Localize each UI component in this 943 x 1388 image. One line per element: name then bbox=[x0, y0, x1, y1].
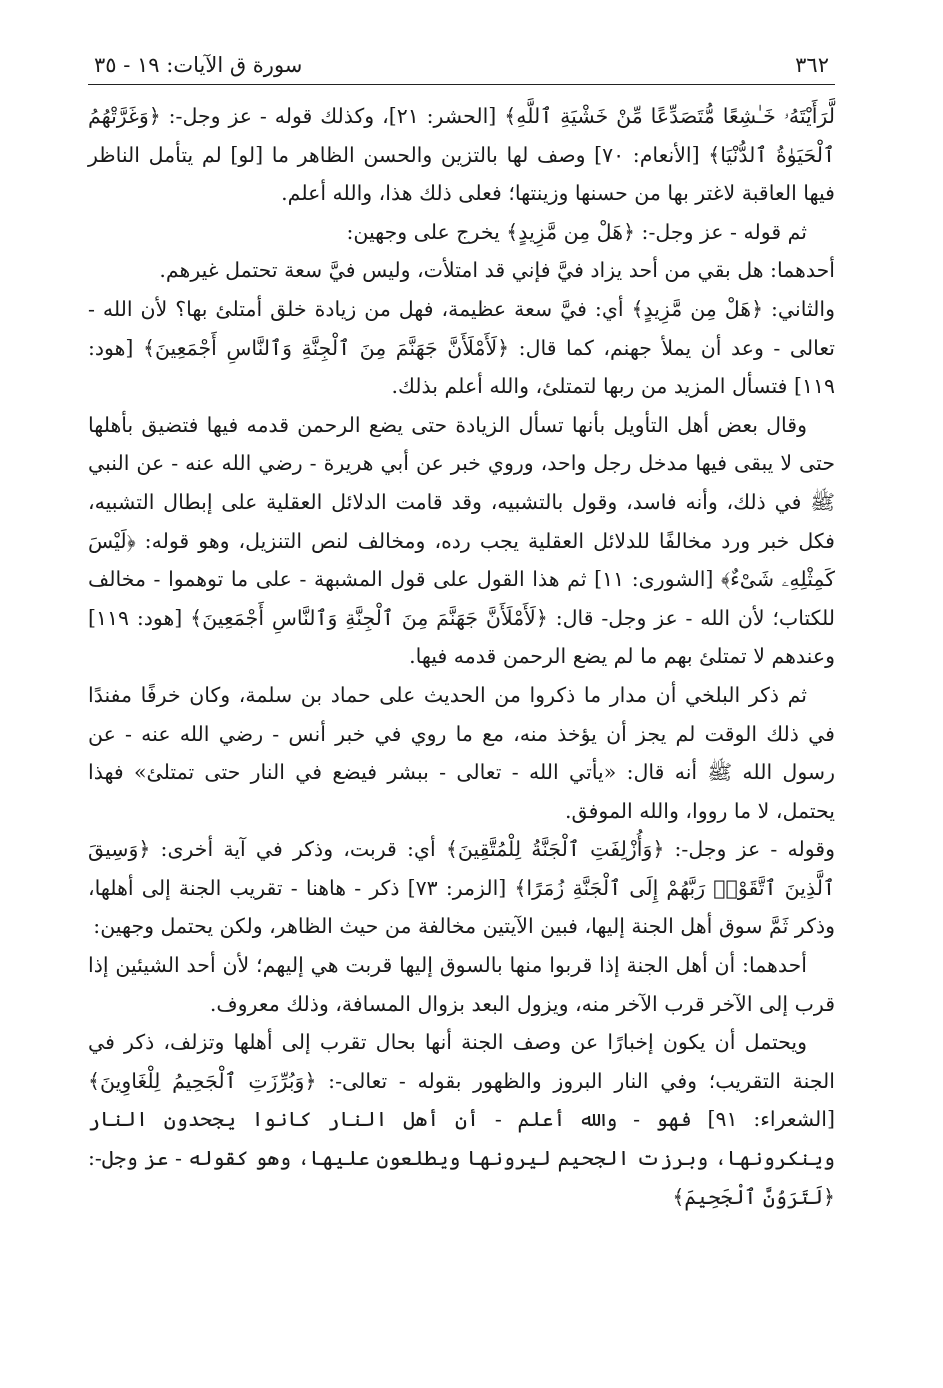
paragraph: أحدهما: أن أهل الجنة إذا قربوا منها بالسوق إليها قربت هي إليهم؛ لأن أحد الشيئين إذا قرب إلى الآخر قرب الآخر منه، ويزول البعد بزوال المسافة، وذلك معروف. bbox=[88, 953, 835, 1016]
paragraph: وقال بعض أهل التأويل بأنها تسأل الزيادة حتى يضع الرحمن قدمه فيها فتضيق بأهلها حتى لا يبقى فيها مدخل رجل واحد، وروي خبر عن أبي هريرة - رضي الله عنه - عن النبي ﷺ في ذلك، وأنه فاسد، وقول بالتشبيه، وقد قامت الدلائل العقلية على إبطال التشبيه، فكل خبر ورد مخالفًا للدلائل العقلية يجب رده، ومخالف لنص التنزيل، وهو قوله: ﴿لَيْسَ كَمِثْلِهِۦ شَىْءٌ﴾ [الشورى: ١١] ثم هذا القول على قول المشبهة - على ما توهموا - مخالف للكتاب؛ لأن الله - عز وجل- قال: ﴿لَأَمْلَأَنَّ جَهَنَّمَ مِنَ ٱلْجِنَّةِ وَٱلنَّاسِ أَجْمَعِينَ﴾ [هود: ١١٩] وعندهم لا تمتلئ بهم ما لم يضع الرحمن قدمه فيها. bbox=[88, 412, 835, 669]
paragraph: ويحتمل أن يكون إخبارًا عن وصف الجنة أنها بحال تقرب إلى أهلها وتزلف، ذكر في الجنة التقريب؛ وفي النار البروز والظهور بقوله - تعالى-: ﴿وَبُرِّزَتِ ٱلْجَحِيمُ لِلْغَاوِينَ﴾ [الشعراء: ٩١] فهو - والله أعلم - أن أهل النار كانوا يجحدون النار وينكرونها، وبرزت الجحيم ليرونها ويطلعون عليها، وهو كقوله - عز وجل-: ﴿لَتَرَوُنَّ ٱلْجَحِيمَ﴾ bbox=[88, 1030, 835, 1209]
paragraph: والثاني: ﴿هَلْ مِن مَّزِيدٍ﴾ أي: فيَّ سعة عظيمة، فهل من زيادة خلق أمتلئ بها؟ لأن الله - تعالى - وعد أن يملأ جهنم، كما قال: ﴿لَأَمْلَأَنَّ جَهَنَّمَ مِنَ ٱلْجِنَّةِ وَٱلنَّاسِ أَجْمَعِينَ﴾ [هود: ١١٩] فتسأل المزيد من ربها لتمتلئ، والله أعلم بذلك. bbox=[88, 296, 835, 399]
paragraph: لَّرَأَيْتَهُۥ خَـٰشِعًا مُّتَصَدِّعًا مِّنْ خَشْيَةِ ٱللَّهِ﴾ [الحشر: ٢١]، وكذلك قوله - عز وجل-: ﴿وَغَرَّتْهُمُ ٱلْحَيَوٰةُ ٱلدُّنْيَا﴾ [الأنعام: ٧٠] وصف لها بالتزين والحسن الظاهر ما [لو] لم يتأمل الناظر فيها العاقبة لاغتر بها من حسنها وزينتها؛ فعلى ذلك هذا، والله أعلم. bbox=[88, 104, 835, 206]
paragraph: أحدهما: هل بقي من أحد يزاد فيَّ فإني قد امتلأت، وليس فيَّ سعة تحتمل غيرهم. bbox=[159, 258, 835, 283]
page-body bbox=[88, 97, 835, 1216]
paragraph: ثم ذكر البلخي أن مدار ما ذكروا من الحديث على حماد بن سلمة، وكان خرفًا مفندًا في ذلك الوقت لم يجز أن يؤخذ منه، مع ما روي في خبر أنس - رضي الله عنه - عن رسول الله ﷺ أنه قال: «يأتي الله - تعالى - ببشر فيضع في النار حتى تمتلئ» فهذا يحتمل، لا ما رووا، والله الموفق. bbox=[88, 682, 835, 823]
running-title: سورة ق الآيات: ١٩ - ٣٥ bbox=[94, 53, 303, 77]
book-page bbox=[88, 50, 835, 1216]
paragraph: وقوله - عز وجل-: ﴿وَأُزْلِفَتِ ٱلْجَنَّةُ لِلْمُتَّقِينَ﴾ أي: قربت، وذكر في آية أخرى: ﴿وَسِيقَ ٱلَّذِينَ ٱتَّقَوْا۟ رَبَّهُمْ إِلَى ٱلْجَنَّةِ زُمَرًا﴾ [الزمر: ٧٣] ذكر - هاهنا - تقريب الجنة إلى أهلها، وذكر ثَمَّ سوق أهل الجنة إليها، فبين الآيتين مخالفة من حيث الظاهر، ولكن يحتمل وجهين: bbox=[88, 837, 835, 939]
paragraph: ثم قوله - عز وجل-: ﴿هَلْ مِن مَّزِيدٍ﴾ يخرج على وجهين: bbox=[346, 219, 807, 244]
page-header bbox=[88, 50, 835, 82]
header-divider bbox=[88, 84, 835, 85]
page-number: ٣٦٢ bbox=[795, 53, 829, 77]
